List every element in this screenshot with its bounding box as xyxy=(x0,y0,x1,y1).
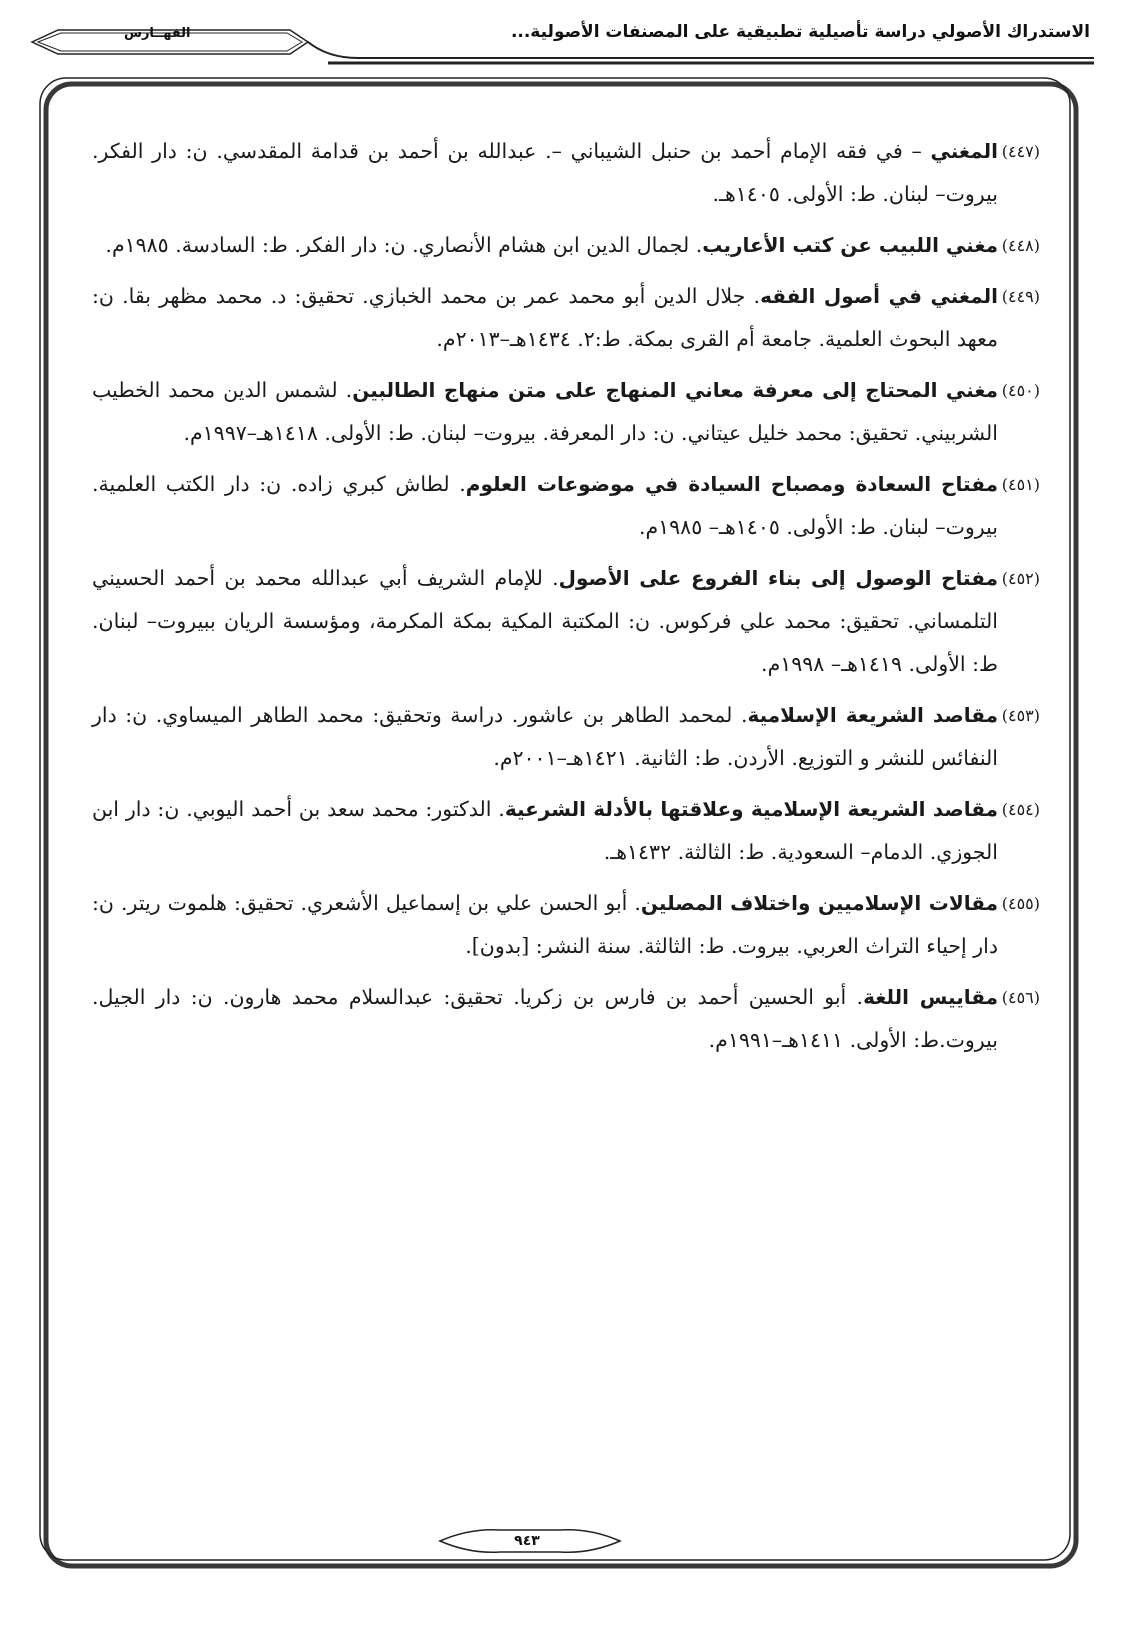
entry-details: . لمحمد الطاهر بن عاشور. دراسة وتحقيق: محمد الطاهر الميساوي. ن: دار النفائس للنشر و التوزيع. الأردن. ط: الثانية. ١٤٢١هـ–٢٠٠١م. xyxy=(92,703,998,770)
entry-title: مقالات الإسلاميين واختلاف المصلين xyxy=(640,891,998,915)
bibliography-entry xyxy=(92,788,1040,874)
entry-details: . أبو الحسين أحمد بن فارس بن زكريا. تحقيق: عبدالسلام محمد هارون. ن: دار الجيل. بيروت.ط: الأولى. ١٤١١هـ–١٩٩١م. xyxy=(92,985,998,1052)
entry-details: . لشمس الدين محمد الخطيب الشربيني. تحقيق: محمد خليل عيتاني. ن: دار المعرفة. بيروت– لبنان. ط: الأولى. ١٤١٨هـ–١٩٩٧م. xyxy=(92,378,998,445)
running-title: الاستدراك الأصولي دراسة تأصيلية تطبيقية على المصنفات الأصولية... xyxy=(510,22,1090,42)
entry-title: المغني في أصول الفقه xyxy=(760,284,998,308)
entry-details: . جلال الدين أبو محمد عمر بن محمد الخبازي. تحقيق: د. محمد مظهر بقا. ن: معهد البحوث العلمية. جامعة أم القرى بمكة. ط:٢. ١٤٣٤هـ–٢٠١٣م. xyxy=(92,284,998,351)
entry-number: (٤٥٠) xyxy=(1001,381,1040,400)
entry-number: (٤٥٤) xyxy=(1001,800,1040,819)
bibliography-entry xyxy=(92,275,1040,361)
bibliography-entry xyxy=(92,130,1040,216)
entry-title: مقاصد الشريعة الإسلامية وعلاقتها بالأدلة الشرعية xyxy=(504,797,998,821)
entry-title: مغني المحتاج إلى معرفة معاني المنهاج على متن منهاج الطالبين xyxy=(352,378,998,402)
entry-details: . لطاش كبري زاده. ن: دار الكتب العلمية. بيروت– لبنان. ط: الأولى. ١٤٠٥هـ– ١٩٨٥م. xyxy=(92,472,998,539)
entry-title: مفتاح الوصول إلى بناء الفروع على الأصول xyxy=(558,566,998,590)
entry-details: . أبو الحسن علي بن إسماعيل الأشعري. تحقيق: هلموت ريتر. ن: دار إحياء التراث العربي. بيروت. ط: الثالثة. سنة النشر: [بدون]. xyxy=(92,891,998,958)
entry-details: . الدكتور: محمد سعد بن أحمد اليوبي. ن: دار ابن الجوزي. الدمام– السعودية. ط: الثالثة. ١٤٣٢هـ. xyxy=(92,797,998,864)
entry-title: المغني xyxy=(930,139,998,163)
bibliography-entry xyxy=(92,224,1040,267)
entry-title: مقاييس اللغة xyxy=(863,985,998,1009)
entry-number: (٤٥٢) xyxy=(1001,569,1040,588)
bibliography-entry xyxy=(92,976,1040,1062)
entry-details: . لجمال الدين ابن هشام الأنصاري. ن: دار الفكر. ط: السادسة. ١٩٨٥م. xyxy=(105,233,703,257)
entry-number: (٤٥١) xyxy=(1001,475,1040,494)
entry-title: مغني اللبيب عن كتب الأعاريب xyxy=(702,233,998,257)
entry-number: (٤٥٦) xyxy=(1001,988,1040,1007)
bibliography-entry xyxy=(92,882,1040,968)
entry-details: – في فقه الإمام أحمد بن حنبل الشيباني –. عبدالله بن أحمد بن قدامة المقدسي. ن: دار الفكر. بيروت– لبنان. ط: الأولى. ١٤٠٥هـ. xyxy=(92,139,998,206)
entry-number: (٤٥٥) xyxy=(1001,894,1040,913)
entry-number: (٤٤٧) xyxy=(1001,142,1040,161)
bibliography-entry xyxy=(92,463,1040,549)
entry-title: مفتاح السعادة ومصباح السيادة في موضوعات العلوم xyxy=(465,472,998,496)
entry-details: . للإمام الشريف أبي عبدالله محمد بن أحمد الحسيني التلمساني. تحقيق: محمد علي فركوس. ن: المكتبة المكية بمكة المكرمة، ومؤسسة الريان ببيروت– لبنان. ط: الأولى. ١٤١٩هـ– ١٩٩٨م. xyxy=(92,566,998,676)
section-label: الفهــارس xyxy=(124,26,191,41)
entry-number: (٤٥٣) xyxy=(1001,706,1040,725)
bibliography-entry xyxy=(92,694,1040,780)
entry-title: مقاصد الشريعة الإسلامية xyxy=(747,703,998,727)
bibliography-entry xyxy=(92,557,1040,686)
bibliography-entry xyxy=(92,369,1040,455)
entry-number: (٤٤٩) xyxy=(1001,287,1040,306)
bibliography-list xyxy=(92,130,1040,1550)
page-number: ٩٤٣ xyxy=(514,1533,540,1549)
entry-number: (٤٤٨) xyxy=(1001,236,1040,255)
